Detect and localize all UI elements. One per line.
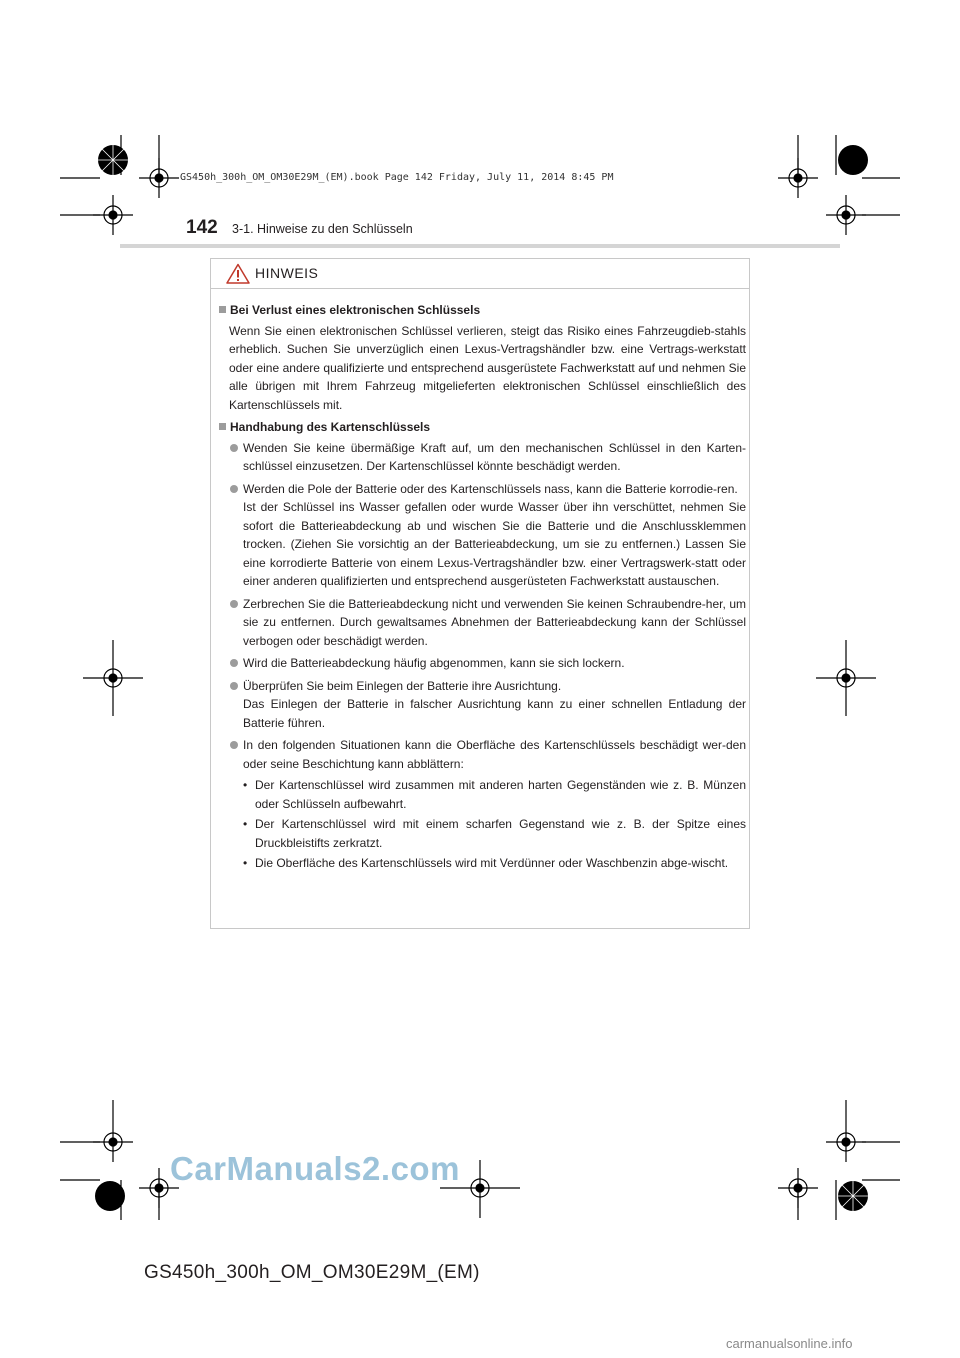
round-bullet-icon bbox=[230, 485, 238, 493]
list-item-continuation bbox=[218, 498, 746, 591]
list-item-text: In den folgenden Situationen kann die Oberfläche des Kartenschlüssels beschädigt wer-den oder seine Beschichtung kann abblättern: bbox=[243, 738, 746, 771]
list-item bbox=[218, 736, 746, 773]
round-bullet-icon bbox=[230, 659, 238, 667]
round-bullet-icon bbox=[230, 741, 238, 749]
book-header: GS450h_300h_OM_OM30E29M_(EM).book Page 142 Friday, July 11, 2014 8:45 PM bbox=[180, 172, 614, 183]
sub-list-item bbox=[218, 776, 746, 813]
list-item bbox=[218, 439, 746, 476]
sub-list-item-text: Der Kartenschlüssel wird mit einem scharfen Gegenstand wie z. B. der Spitze eines Druckbleistifts zerkratzt. bbox=[255, 817, 746, 850]
site-watermark: carmanualsonline.info bbox=[726, 1336, 853, 1351]
list-item bbox=[218, 677, 746, 696]
section-heading-text: Handhabung des Kartenschlüssels bbox=[230, 420, 431, 434]
notice-title: HINWEIS bbox=[255, 265, 319, 281]
section-paragraph: Wenn Sie einen elektronischen Schlüssel verlieren, steigt das Risiko eines Fahrzeugdieb-stahls erheblich. Suchen Sie unverzüglich einen Lexus-Vertragshändler bzw. eine Vertrags-werkstatt oder eine andere qualifizierte und entsprechend ausgerüstete Fachwerkstatt auf und nehmen Sie alle übrigen mit Ihrem Fahrzeug mitgelieferten elektronischen Schlüssel einschließlich des Kartenschlüssels mit. bbox=[229, 323, 746, 412]
sub-list-item-text: Der Kartenschlüssel wird zusammen mit anderen harten Gegenständen wie z. B. Münzen oder Schlüsseln aufbewahrt. bbox=[255, 778, 746, 811]
notice-box bbox=[210, 258, 750, 929]
section-title: 3-1. Hinweise zu den Schlüsseln bbox=[232, 222, 413, 236]
round-bullet-icon bbox=[230, 444, 238, 452]
notice-content bbox=[218, 301, 746, 875]
round-bullet-icon bbox=[230, 600, 238, 608]
section-heading-lost-key bbox=[218, 301, 746, 320]
list-item bbox=[218, 595, 746, 651]
sub-list bbox=[218, 776, 746, 873]
list-item-text: Wird die Batterieabdeckung häufig abgenommen, kann sie sich lockern. bbox=[243, 656, 625, 670]
list-item bbox=[218, 654, 746, 673]
section-heading-card-key bbox=[218, 418, 746, 437]
footer-document-code: GS450h_300h_OM_OM30E29M_(EM) bbox=[144, 1262, 480, 1283]
list-item-text: Wenden Sie keine übermäßige Kraft auf, um den mechanischen Schlüssel in den Karten-schlüssel einzusetzen. Der Kartenschlüssel könnte beschädigt werden. bbox=[243, 440, 746, 473]
carmanuals-watermark: CarManuals2.com bbox=[170, 1150, 460, 1187]
sub-list-item bbox=[218, 815, 746, 852]
sub-list-item bbox=[218, 854, 746, 873]
list-item-text: Ist der Schlüssel ins Wasser gefallen oder wurde Wasser über ihn verschüttet, nehmen Sie sofort die Batterieabdeckung ab und wischen Sie die Batterie und die Anschlussklemmen trocken. (Ziehen Sie vorsichtig an der Batterieabdeckung, um sie zu entfernen.) Lassen Sie eine korrodierte Batterie von einem Lexus-Vertragshändler bzw. einer Vertragswerk-statt oder einer anderen qualifizierten und entsprechend ausgerüsteten Fachwerkstatt austauschen. bbox=[243, 500, 746, 588]
list-item-text: Werden die Pole der Batterie oder des Kartenschlüssels nass, kann die Batterie korrodie-ren. bbox=[243, 481, 738, 496]
list-item-continuation bbox=[218, 695, 746, 732]
square-bullet-icon bbox=[219, 306, 226, 313]
sub-bullet-icon: • bbox=[243, 778, 248, 792]
sub-bullet-icon: • bbox=[243, 817, 248, 831]
header-rule bbox=[120, 244, 840, 248]
sub-bullet-icon: • bbox=[243, 856, 248, 870]
list-item bbox=[218, 480, 746, 499]
warning-triangle-icon bbox=[226, 263, 250, 284]
list-item-text: Zerbrechen Sie die Batterieabdeckung nicht und verwenden Sie keinen Schraubendre-her, um sie zu entfernen. Durch gewaltsames Abnehmen der Batterieabdeckung kann der Schlüssel verbogen oder beschädigt werden. bbox=[243, 596, 746, 648]
page-number: 142 bbox=[186, 217, 218, 238]
square-bullet-icon bbox=[219, 423, 226, 430]
section-heading-text: Bei Verlust eines elektronischen Schlüssels bbox=[230, 303, 481, 317]
round-bullet-icon bbox=[230, 682, 238, 690]
sub-list-item-text: Die Oberfläche des Kartenschlüssels wird mit Verdünner oder Waschbenzin abge-wischt. bbox=[255, 856, 729, 870]
list-item-text: Das Einlegen der Batterie in falscher Ausrichtung kann zu einer schnellen Entladung der Batterie führen. bbox=[243, 697, 746, 730]
notice-header bbox=[211, 259, 749, 289]
list-item-text: Überprüfen Sie beim Einlegen der Batterie ihre Ausrichtung. bbox=[243, 678, 562, 693]
